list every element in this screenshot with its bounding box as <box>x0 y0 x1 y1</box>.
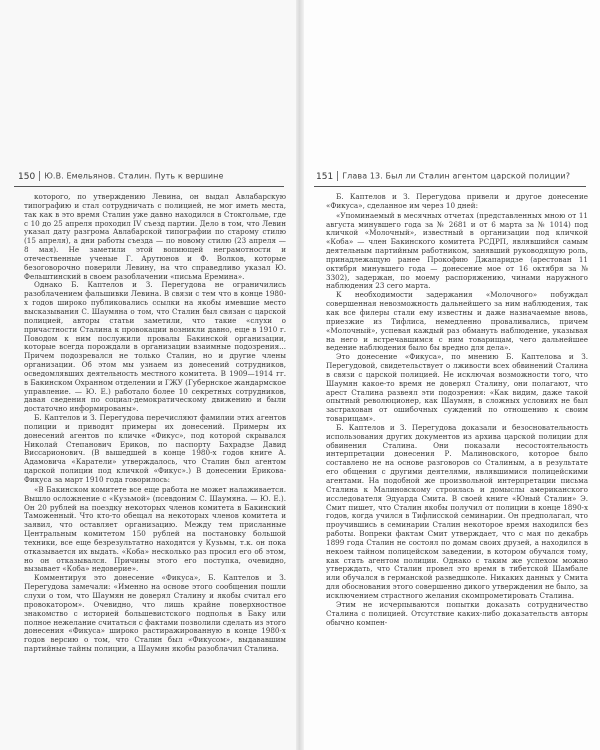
paragraph: Это донесение «Фикуса», по мнению Б. Каптелова и З. Перегудовой, свидетельствует о лживости всех обвинений Сталина в связи с царской полицией. Не исключая возможности того, что Шаумян какое-то время не доверял Сталину, они полагают, что арест Сталина развеял эти подозрения: «Как видим, даже такой опытный революционер, как Шаумян, в сложных условиях не был застрахован от ошибочных суждений по отношению к своим товарищам». <box>326 352 588 424</box>
quote-paragraph: К необходимости задержания «Молочного» побуждал совершенная невозможность дальнейшего за ним наблюдения, так как все филеры стали ему известны и даже назначаемые вновь, приезжие из Тифлиса, немедленно проваливались, причем «Молочный», успевая каждый раз обмануть наблюдение, указывая на него и встречавшимся с ним товарищам, чего дальнейшее ведение наблюдения было бы вредно для дела». <box>326 290 588 353</box>
left-body-text <box>24 193 286 654</box>
right-body-text <box>326 193 588 627</box>
right-page-number: 151 <box>316 171 334 182</box>
left-page-number: 150 <box>18 171 36 182</box>
paragraph: Б. Каптелов и З. Перегудова перечисляют фамилии этих агентов полиции и приводят примеры их донесений. Примеры их донесений агентов по кличке «Фикус», под которой скрывался Николай Степанович Ериков, по паспорту Бахрадзе Давид Виссарионович. (В вышедшей в конце 1980-х годов книге А. Адамовича «Каратели» утверждалось, что Сталин был агентом царской полиции под кличкой «Фикус».) В донесении Ерикова-Фикуса за март 1910 года говорилось: <box>24 413 286 484</box>
right-header-rule <box>314 186 586 187</box>
right-running-header <box>316 171 570 185</box>
right-page <box>300 0 600 750</box>
paragraph: Б. Каптелов и З. Перегудова доказали и безосновательность использования других документов из архива царской полиции для обвинения Сталина. Они показали несостоятельность интерпретации донесения Р. Малиновского, которое было составлено не на основе разговоров со Сталиным, а в результате его общения с другими деятелями, являвшимися полицейскими агентами. На подобной же произвольной интерпретации письма Сталина к Малиновскому строилась и домыслы американского исследователя Эдуарда Смита. В своей книге «Юный Сталин» Э. Смит пишет, что Сталин якобы получил от полиции в конце 1890-х годов, когда учился в Тифлисской семинарии. Он предполагал, что проучившись в семинарии Сталин некоторое время находился без работы. Вопреки фактам Смит утверждает, что с мая по декабрь 1899 года Сталин не состоял по домам своих друзей, а находился в некоем тайном полицейском заведении, в котором обучался тому, как стать агентом полиции. Однако с таким же успехом можно утверждать, что Сталин провел это время в тибетской Шамбале или обучался в германской разведшколе. Никаких данных у Смита для обоснования этого совершенно дикого утверждения не было, за исключением страстного желания скомпрометировать Сталина. <box>326 422 589 600</box>
right-running-title: Глава 13. Был ли Сталин агентом царской полиции? <box>342 171 571 181</box>
header-separator <box>39 171 40 181</box>
paragraph: Этим не исчерпываются попытки доказать сотрудничество Сталина с полицией. Отсутствие каких-либо доказательств авторы обычно компен- <box>326 599 588 627</box>
paragraph: Однако Б. Каптелов и З. Перегудова не ограничились разоблачением фальшивки Левина. В связи с тем что в конце 1980-х годов широко публиковались ссылки на якобы имевшие место высказывания С. Шаумяна о том, что Сталин был связан с царской полицией, авторы статьи заметили, что такие «слухи о причастности Сталина к провокации возникли давно, еще в 1910 г. Поводом к ним послужили провалы Бакинской организации, которые всегда порождали в организации взаимные подозрения... Причем подозревался не только Сталин, но и другие члены организации. Об этом мы узнаем из донесений сотрудников, осведомлявших деятельность местного комитета. В 1909—1914 гг. в Бакинском Охранном отделении и ГЖУ (Губернское жандармское управление. — Ю. Е.) работало более 10 секретных сотрудников, давая сведения по социал-демократическому движению и были достаточно информированы». <box>24 280 286 414</box>
paragraph: Комментируя это донесение «Фикуса», Б. Каптелов и З. Перегудова замечали: «Именно на основе этого сообщения пошли слухи о том, что Шаумян не доверял Сталину и якобы считал его провокатором». Очевидно, что лишь крайне поверхностное знакомство с историей большевистского подполья в Баку или полное нежелание считаться с фактами позволили сделать из этого донесения «Фикуса» широко растиражированную в конце 1980-х годов версию о том, что Сталин был «Фикусом», выдававшим партийные тайны полиции, а Шаумян якобы разоблачил Сталина. <box>24 573 286 654</box>
left-running-header <box>18 171 224 185</box>
left-header-rule <box>14 186 284 187</box>
paragraph: которого, по утверждению Левина, он выдал Авлабарскую типографию и стал сотрудничать с полицией, не мог иметь места, так как в это время Сталин уже давно находился в Стокгольме, где с 10 до 25 апреля проходил IV съезд партии. Дело в том, что Левин указал дату разгрома Авлабарской типографии по старому стилю (15 апреля), а дни работы съезда — по новому стилю (23 апреля — 8 мая). Не заметили этой вопиющей неграмотности и отечественные ученые Г. Арутюнов и Ф. Волков, которые безоговорочно поверили Левину, на что справедливо указал Ю. Фельштинский в своем разоблачении «письма Еремина». <box>24 192 286 281</box>
quote-paragraph: «В Бакинском комитете все еще работа не может налаживается. Вышло осложнение с «Кузьмой» (псевдоним С. Шаумяна. — Ю. Е.). Он 20 рублей на поездку некоторых членов комитета в Бакинский Таможенный. Что кто-то обещал на некоторых членов комитета и заявил, что оставляет организацию. Между тем присланные Центральным комитетом 150 рублей на постановку большой техники, все еще безрезультатно находятся у Кузьмы, т.к. он пока отказывается их выдать. «Коба» несколько раз просил его об этом, но он отказывался. Причины этого его поступка, очевидно, вызывает «Коба» недоверие». <box>24 484 286 574</box>
paragraph: Б. Каптелов и З. Перегудова привели и другое донесение «Фикуса», сделанное им через 10 дней: <box>326 192 588 210</box>
quote-paragraph: «Упоминаемый в месячных отчетах (представленных мною от 11 августа минувшего года за № 2681 и от 6 марта за № 1014) под кличкой «Молочный», известный в организации под кличкой «Коба» — член Бакинского комитета РСДРП, являвшийся самым деятельным партийным работником, занявший руководящую роль, принадлежащую ранее Прокофию Джапаридзе (арестован 11 октября минувшего года — донесение мое от 16 октября за № 3302), задержан, по моему распоряжению, чинами наружного наблюдения 23 сего марта. <box>326 210 588 291</box>
left-running-title: Ю.В. Емельянов. Сталин. Путь к вершине <box>44 171 224 181</box>
book-gutter <box>296 0 304 750</box>
header-separator <box>337 171 338 181</box>
